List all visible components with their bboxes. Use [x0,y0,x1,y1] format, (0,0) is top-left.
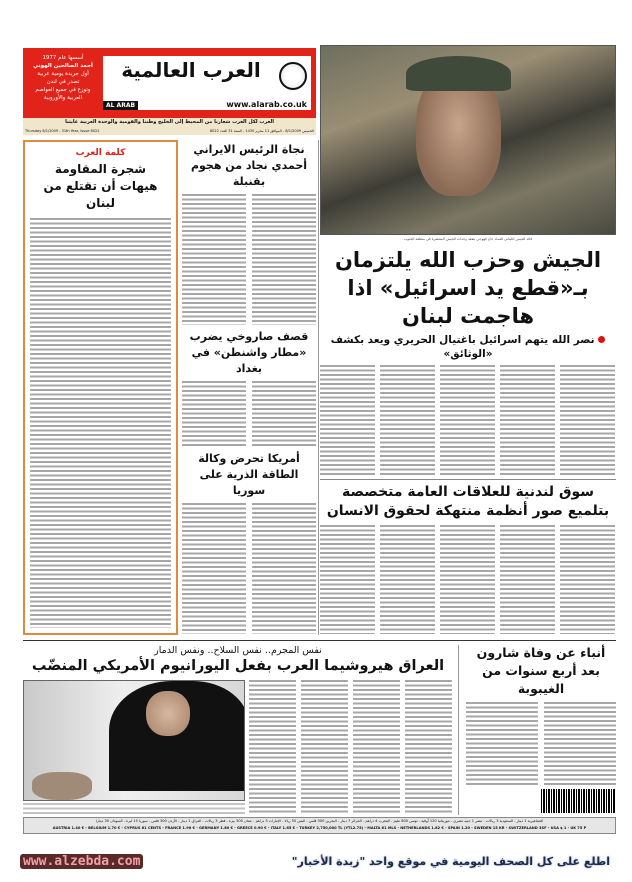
logo-arabic: العرب العالمية [121,58,261,82]
baghdad-headline: قصف صاروخي يضرب «مطار واشنطن» في بغداد [189,330,309,376]
promo-banner[interactable] [0,852,632,872]
tagline-2: تصدر في لندن [46,79,80,85]
iraq-caption-and-body [23,803,245,815]
lead-photo[interactable] [320,45,616,235]
sharon-body [466,702,616,785]
iran-body [182,194,316,325]
founder-label: أسسها عام 1977 [42,55,84,61]
globe-icon [279,62,307,90]
editorial-label: كلمة العرب [75,148,126,158]
date-en: Thursday 8/1/2009 - 31th Year, Issue 8022 [25,129,100,133]
iraq-body [249,680,453,815]
prices-arab: الجماهيرية 1 دينار - السعودية 3 ريالات - مصر 1 جنيه مصري - موريتانيا 120 أوقية - تونس 800 مليم - المغرب 4 دراهم - الجزائر 7 دينار - البحرين 300 فلس - اليمن 50 ريالا - الإمارات 3 دراهم - عمان 300 بيزة - قطر 3 ريالات - العراق 1 دينار - الأردن 300 فلس - سوريا 15 ليرة - السودان 30 دينارا [95,819,544,823]
barcode [541,789,616,813]
date-ar: الخميس 8/1/2009 - الموافق 11 محرم 1430 - السنة 31 العدد 8022 [209,129,314,133]
lead-subheadline [320,333,616,361]
iraq-headline: العراق هيروشيما العرب بفعل اليورانيوم الأمريكي المنضّب [31,658,445,674]
sharon-headline: أنباء عن وفاة شارون بعد أربع سنوات من الغيبوبة [476,645,606,696]
masthead [23,48,316,118]
sharon-story [466,644,616,785]
tagline-1: أول جريدة يومية عربية [37,71,89,77]
banner-url[interactable]: www.alzebda.com [20,854,143,869]
syria-body [182,503,316,634]
editorial-body [30,218,171,628]
tagline-4: العربية والأوروبية [43,95,83,101]
motto: العرب لكل العرب شعارنا من المحيط إلى الخليج وطننا والقومية والوحدة العربية غايتنا [65,119,274,125]
iraq-kicker: نفس المجرم.. نفس السلاح.. ونفس الدمار [154,645,322,656]
editorial-box [23,140,178,635]
banner-text: اطلع على كل الصحف اليومية في موقع واحد "زبدة الأخبار" [291,855,610,868]
lead-column [320,246,616,634]
iran-headline: نجاة الرئيس الايراني أحمدي نجاد من هجوم بقنبلة [190,143,308,188]
prices-intl: AUSTRIA 1.40 € - BELGIUM 1.70 € - CYPRUS 61 CENTS - FRANCE 1.90 € - GERMANY 1.80 € - GREECE 0.90 € - ITALY 1.65 € - TURKEY 2,750,000 TL (YTL2.75) - MALTA 61 MLS - NETHERLANDS 1.82 € - SPAIN 1.20 - SWEDEN 15 KR - SWITZERLAND 3SF - USA $ 1 - UK 75 P [52,826,587,830]
iraq-photo[interactable] [23,680,245,801]
syria-headline: أمريكا تحرض وكالة الطاقة الذرية على سوريا [198,451,300,497]
editorial-headline: شجرة المقاومة هيهات أن تقتلع من لبنان [43,162,158,210]
tagline-3: وتوزع في جميع العواصم [35,87,91,93]
lead-body [320,365,616,475]
website[interactable]: www.alarab.co.uk [226,100,307,109]
motto-strip [23,118,316,135]
baghdad-body [182,381,316,447]
lead-headline: الجيش وحزب الله يلتزمان بـ«قطع يد اسرائيل» اذا هاجمت لبنان [334,248,602,328]
london-body [320,525,616,635]
subheadline-text: نصر الله يتهم اسرائيل باغتيال الحريري ويعد بكشف «الوثائق» [330,334,595,360]
side-column [182,142,316,634]
london-headline: سوق لندنية للعلاقات العامة متخصصة بتلميع صور أنظمة منتهكة لحقوق الانسان [326,483,610,519]
price-strip [23,817,616,834]
logo-latin: AL ARAB [103,101,138,110]
logo [103,56,311,110]
founder-name: أحمد الصالحين الهوني [33,63,93,69]
iraq-story [23,644,453,815]
lead-photo-caption: قائد الجيش اللبناني العماد جان قهوجي يتفقد وحدات الجيش المنتشرة في منطقة الجنوب [403,237,533,241]
bullet-icon [598,336,605,343]
